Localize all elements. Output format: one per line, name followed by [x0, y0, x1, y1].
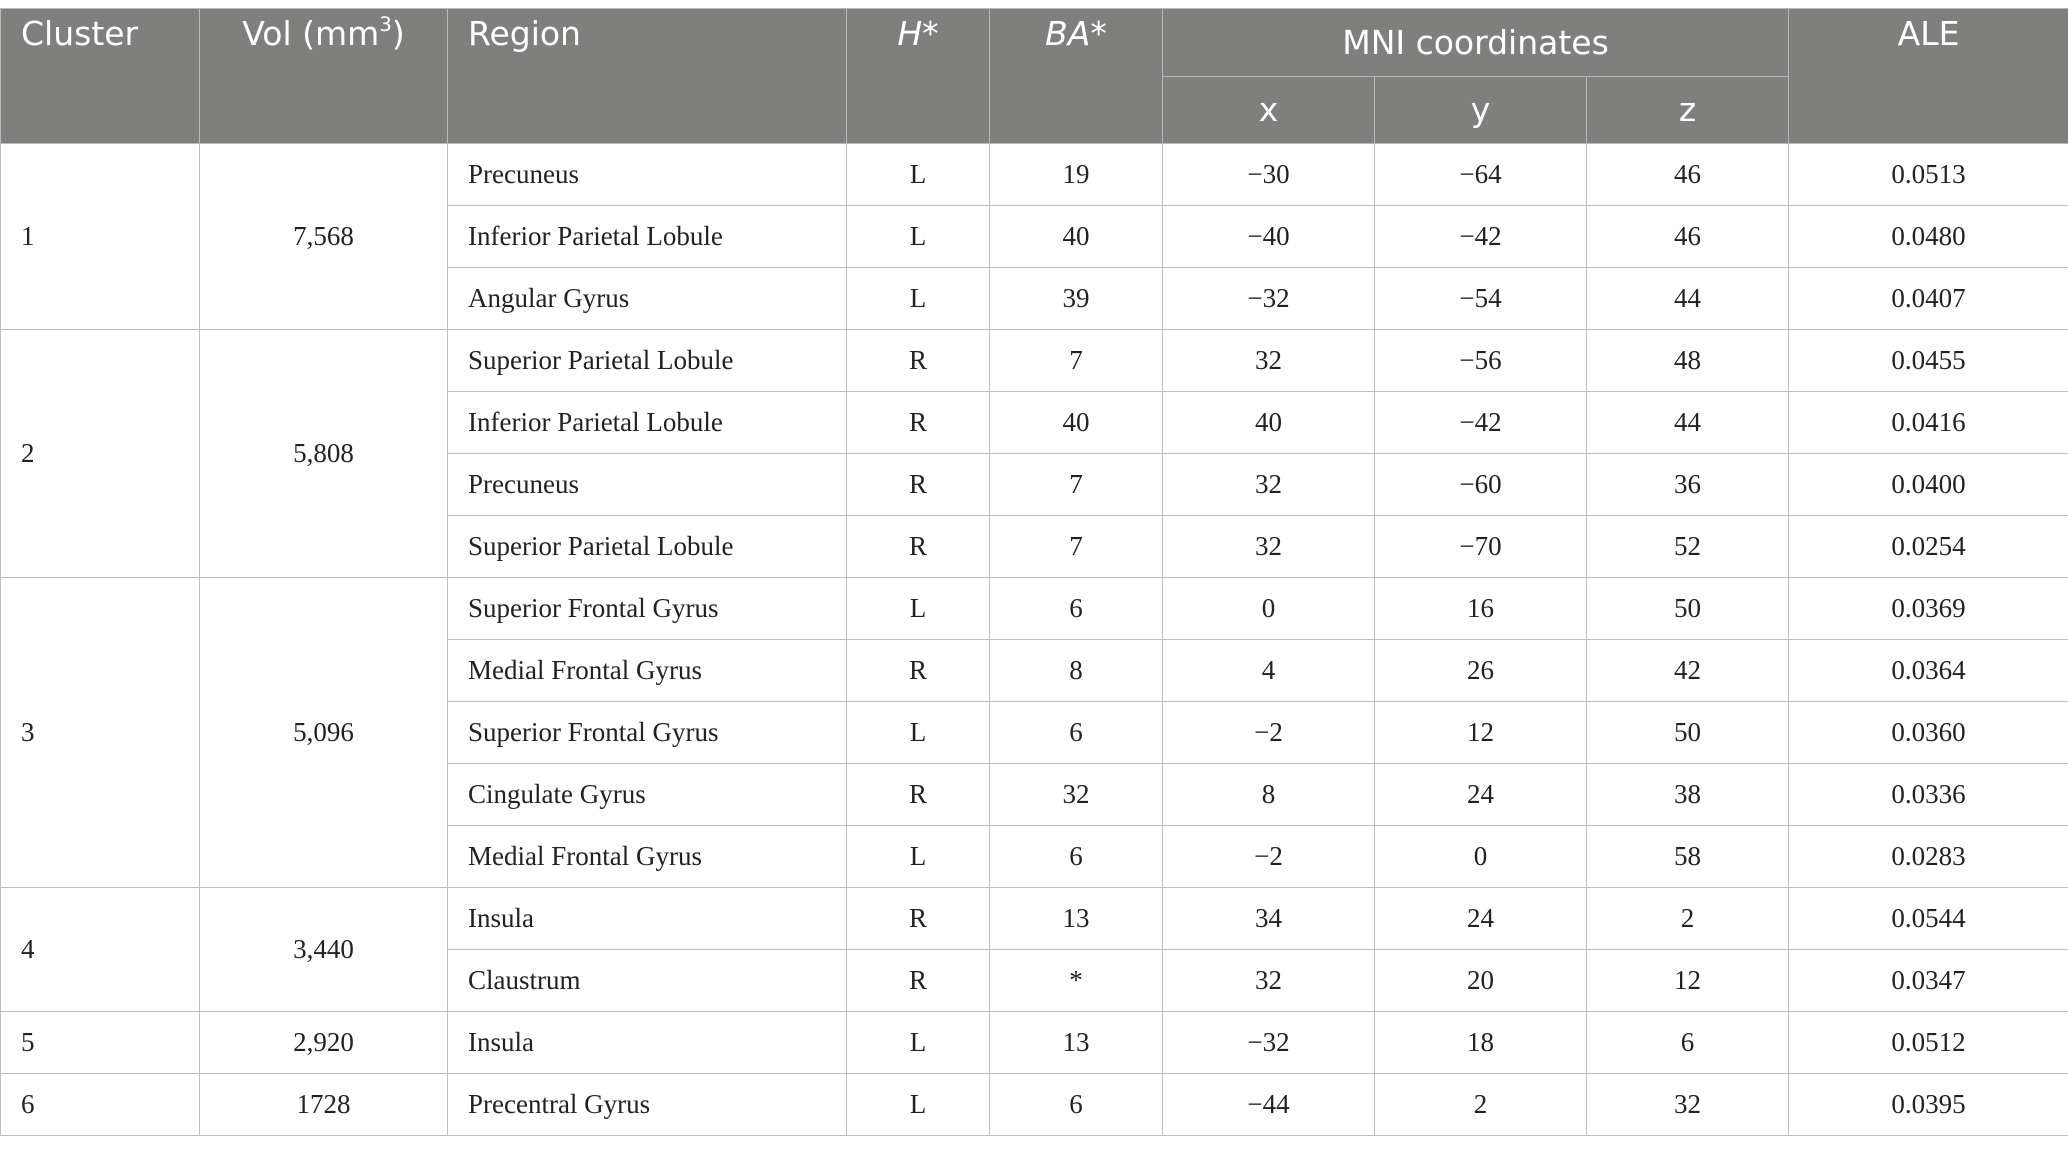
mni-x-cell: 4 [1163, 640, 1375, 702]
ale-value-cell: 0.0369 [1789, 578, 2068, 640]
hemisphere-cell: L [847, 1074, 990, 1136]
ale-value-cell: 0.0395 [1789, 1074, 2068, 1136]
hemisphere-cell: L [847, 702, 990, 764]
mni-x-cell: −32 [1163, 1012, 1375, 1074]
brodmann-area-cell: 8 [990, 640, 1163, 702]
cluster-id-cell: 5 [1, 1012, 200, 1074]
volume-cell: 5,808 [200, 330, 448, 578]
region-cell: Precuneus [448, 454, 847, 516]
mni-x-cell: 32 [1163, 516, 1375, 578]
table-row [1, 888, 2068, 950]
mni-y-cell: 12 [1375, 702, 1587, 764]
brodmann-area-cell: 6 [990, 1074, 1163, 1136]
header-volume-text: Vol (mm [242, 14, 380, 53]
mni-z-cell: 58 [1587, 826, 1789, 888]
region-cell: Superior Frontal Gyrus [448, 702, 847, 764]
ale-value-cell: 0.0480 [1789, 206, 2068, 268]
brodmann-area-cell: 40 [990, 392, 1163, 454]
mni-y-cell: 18 [1375, 1012, 1587, 1074]
mni-x-cell: −40 [1163, 206, 1375, 268]
mni-y-cell: 24 [1375, 764, 1587, 826]
brodmann-area-cell: 13 [990, 888, 1163, 950]
region-cell: Insula [448, 1012, 847, 1074]
header-cluster: Cluster [1, 9, 200, 144]
header-volume-close: ) [391, 14, 405, 53]
mni-y-cell: 20 [1375, 950, 1587, 1012]
mni-y-cell: −60 [1375, 454, 1587, 516]
volume-cell: 1728 [200, 1074, 448, 1136]
header-z: z [1587, 77, 1789, 144]
volume-cell: 7,568 [200, 144, 448, 330]
ale-value-cell: 0.0455 [1789, 330, 2068, 392]
region-cell: Claustrum [448, 950, 847, 1012]
ale-value-cell: 0.0416 [1789, 392, 2068, 454]
table-body [1, 144, 2068, 1136]
mni-y-cell: 0 [1375, 826, 1587, 888]
hemisphere-cell: R [847, 516, 990, 578]
header-volume-superscript: 3 [379, 13, 392, 37]
brodmann-area-cell: 40 [990, 206, 1163, 268]
mni-x-cell: 32 [1163, 950, 1375, 1012]
hemisphere-cell: R [847, 330, 990, 392]
cluster-id-cell: 1 [1, 144, 200, 330]
ale-value-cell: 0.0360 [1789, 702, 2068, 764]
mni-y-cell: −42 [1375, 392, 1587, 454]
table-row [1, 1012, 2068, 1074]
region-cell: Angular Gyrus [448, 268, 847, 330]
brodmann-area-cell: 13 [990, 1012, 1163, 1074]
hemisphere-cell: L [847, 826, 990, 888]
mni-x-cell: −32 [1163, 268, 1375, 330]
ale-value-cell: 0.0407 [1789, 268, 2068, 330]
hemisphere-cell: R [847, 454, 990, 516]
ale-value-cell: 0.0512 [1789, 1012, 2068, 1074]
mni-x-cell: 8 [1163, 764, 1375, 826]
ale-value-cell: 0.0283 [1789, 826, 2068, 888]
hemisphere-cell: L [847, 578, 990, 640]
mni-z-cell: 6 [1587, 1012, 1789, 1074]
brodmann-area-cell: 39 [990, 268, 1163, 330]
volume-cell: 2,920 [200, 1012, 448, 1074]
mni-z-cell: 46 [1587, 144, 1789, 206]
mni-x-cell: 34 [1163, 888, 1375, 950]
hemisphere-cell: L [847, 1012, 990, 1074]
region-cell: Cingulate Gyrus [448, 764, 847, 826]
brodmann-area-cell: 7 [990, 454, 1163, 516]
mni-y-cell: −70 [1375, 516, 1587, 578]
mni-z-cell: 42 [1587, 640, 1789, 702]
mni-z-cell: 36 [1587, 454, 1789, 516]
cluster-id-cell: 3 [1, 578, 200, 888]
mni-y-cell: −42 [1375, 206, 1587, 268]
hemisphere-cell: R [847, 764, 990, 826]
hemisphere-cell: L [847, 144, 990, 206]
brodmann-area-cell: 19 [990, 144, 1163, 206]
cluster-id-cell: 4 [1, 888, 200, 1012]
hemisphere-cell: L [847, 206, 990, 268]
mni-x-cell: −30 [1163, 144, 1375, 206]
mni-y-cell: 26 [1375, 640, 1587, 702]
mni-y-cell: 24 [1375, 888, 1587, 950]
region-cell: Superior Parietal Lobule [448, 516, 847, 578]
hemisphere-cell: R [847, 392, 990, 454]
table-row [1, 1074, 2068, 1136]
mni-x-cell: −2 [1163, 826, 1375, 888]
region-cell: Medial Frontal Gyrus [448, 640, 847, 702]
mni-x-cell: −2 [1163, 702, 1375, 764]
mni-y-cell: −64 [1375, 144, 1587, 206]
header-mni-coordinates: MNI coordinates [1163, 9, 1789, 77]
mni-y-cell: −54 [1375, 268, 1587, 330]
mni-z-cell: 52 [1587, 516, 1789, 578]
brodmann-area-cell: 6 [990, 702, 1163, 764]
mni-x-cell: −44 [1163, 1074, 1375, 1136]
brodmann-area-cell: 32 [990, 764, 1163, 826]
region-cell: Superior Parietal Lobule [448, 330, 847, 392]
ale-value-cell: 0.0347 [1789, 950, 2068, 1012]
mni-z-cell: 44 [1587, 392, 1789, 454]
region-cell: Precuneus [448, 144, 847, 206]
mni-x-cell: 0 [1163, 578, 1375, 640]
hemisphere-cell: R [847, 950, 990, 1012]
ale-value-cell: 0.0544 [1789, 888, 2068, 950]
mni-y-cell: −56 [1375, 330, 1587, 392]
header-ale: ALE [1789, 9, 2068, 144]
table-row [1, 144, 2068, 206]
mni-z-cell: 32 [1587, 1074, 1789, 1136]
region-cell: Medial Frontal Gyrus [448, 826, 847, 888]
ale-value-cell: 0.0400 [1789, 454, 2068, 516]
mni-x-cell: 32 [1163, 454, 1375, 516]
hemisphere-cell: L [847, 268, 990, 330]
table-row [1, 578, 2068, 640]
header-x: x [1163, 77, 1375, 144]
brodmann-area-cell: 7 [990, 516, 1163, 578]
brodmann-area-cell: 6 [990, 578, 1163, 640]
ale-value-cell: 0.0336 [1789, 764, 2068, 826]
mni-z-cell: 46 [1587, 206, 1789, 268]
hemisphere-cell: R [847, 888, 990, 950]
ale-value-cell: 0.0364 [1789, 640, 2068, 702]
table-header [1, 9, 2068, 144]
header-volume [200, 9, 448, 144]
hemisphere-cell: R [847, 640, 990, 702]
region-cell: Inferior Parietal Lobule [448, 206, 847, 268]
header-y: y [1375, 77, 1587, 144]
header-brodmann-area: BA* [990, 9, 1163, 144]
mni-z-cell: 48 [1587, 330, 1789, 392]
volume-cell: 3,440 [200, 888, 448, 1012]
ale-value-cell: 0.0513 [1789, 144, 2068, 206]
header-region: Region [448, 9, 847, 144]
mni-y-cell: 2 [1375, 1074, 1587, 1136]
mni-y-cell: 16 [1375, 578, 1587, 640]
region-cell: Precentral Gyrus [448, 1074, 847, 1136]
brodmann-area-cell: 6 [990, 826, 1163, 888]
mni-x-cell: 40 [1163, 392, 1375, 454]
ale-results-table [0, 8, 2068, 1136]
region-cell: Inferior Parietal Lobule [448, 392, 847, 454]
mni-x-cell: 32 [1163, 330, 1375, 392]
mni-z-cell: 2 [1587, 888, 1789, 950]
mni-z-cell: 50 [1587, 702, 1789, 764]
brodmann-area-cell: * [990, 950, 1163, 1012]
volume-cell: 5,096 [200, 578, 448, 888]
table-row [1, 330, 2068, 392]
header-hemisphere: H* [847, 9, 990, 144]
ale-value-cell: 0.0254 [1789, 516, 2068, 578]
mni-z-cell: 44 [1587, 268, 1789, 330]
mni-z-cell: 50 [1587, 578, 1789, 640]
brodmann-area-cell: 7 [990, 330, 1163, 392]
region-cell: Insula [448, 888, 847, 950]
cluster-id-cell: 2 [1, 330, 200, 578]
cluster-id-cell: 6 [1, 1074, 200, 1136]
mni-z-cell: 12 [1587, 950, 1789, 1012]
mni-z-cell: 38 [1587, 764, 1789, 826]
region-cell: Superior Frontal Gyrus [448, 578, 847, 640]
